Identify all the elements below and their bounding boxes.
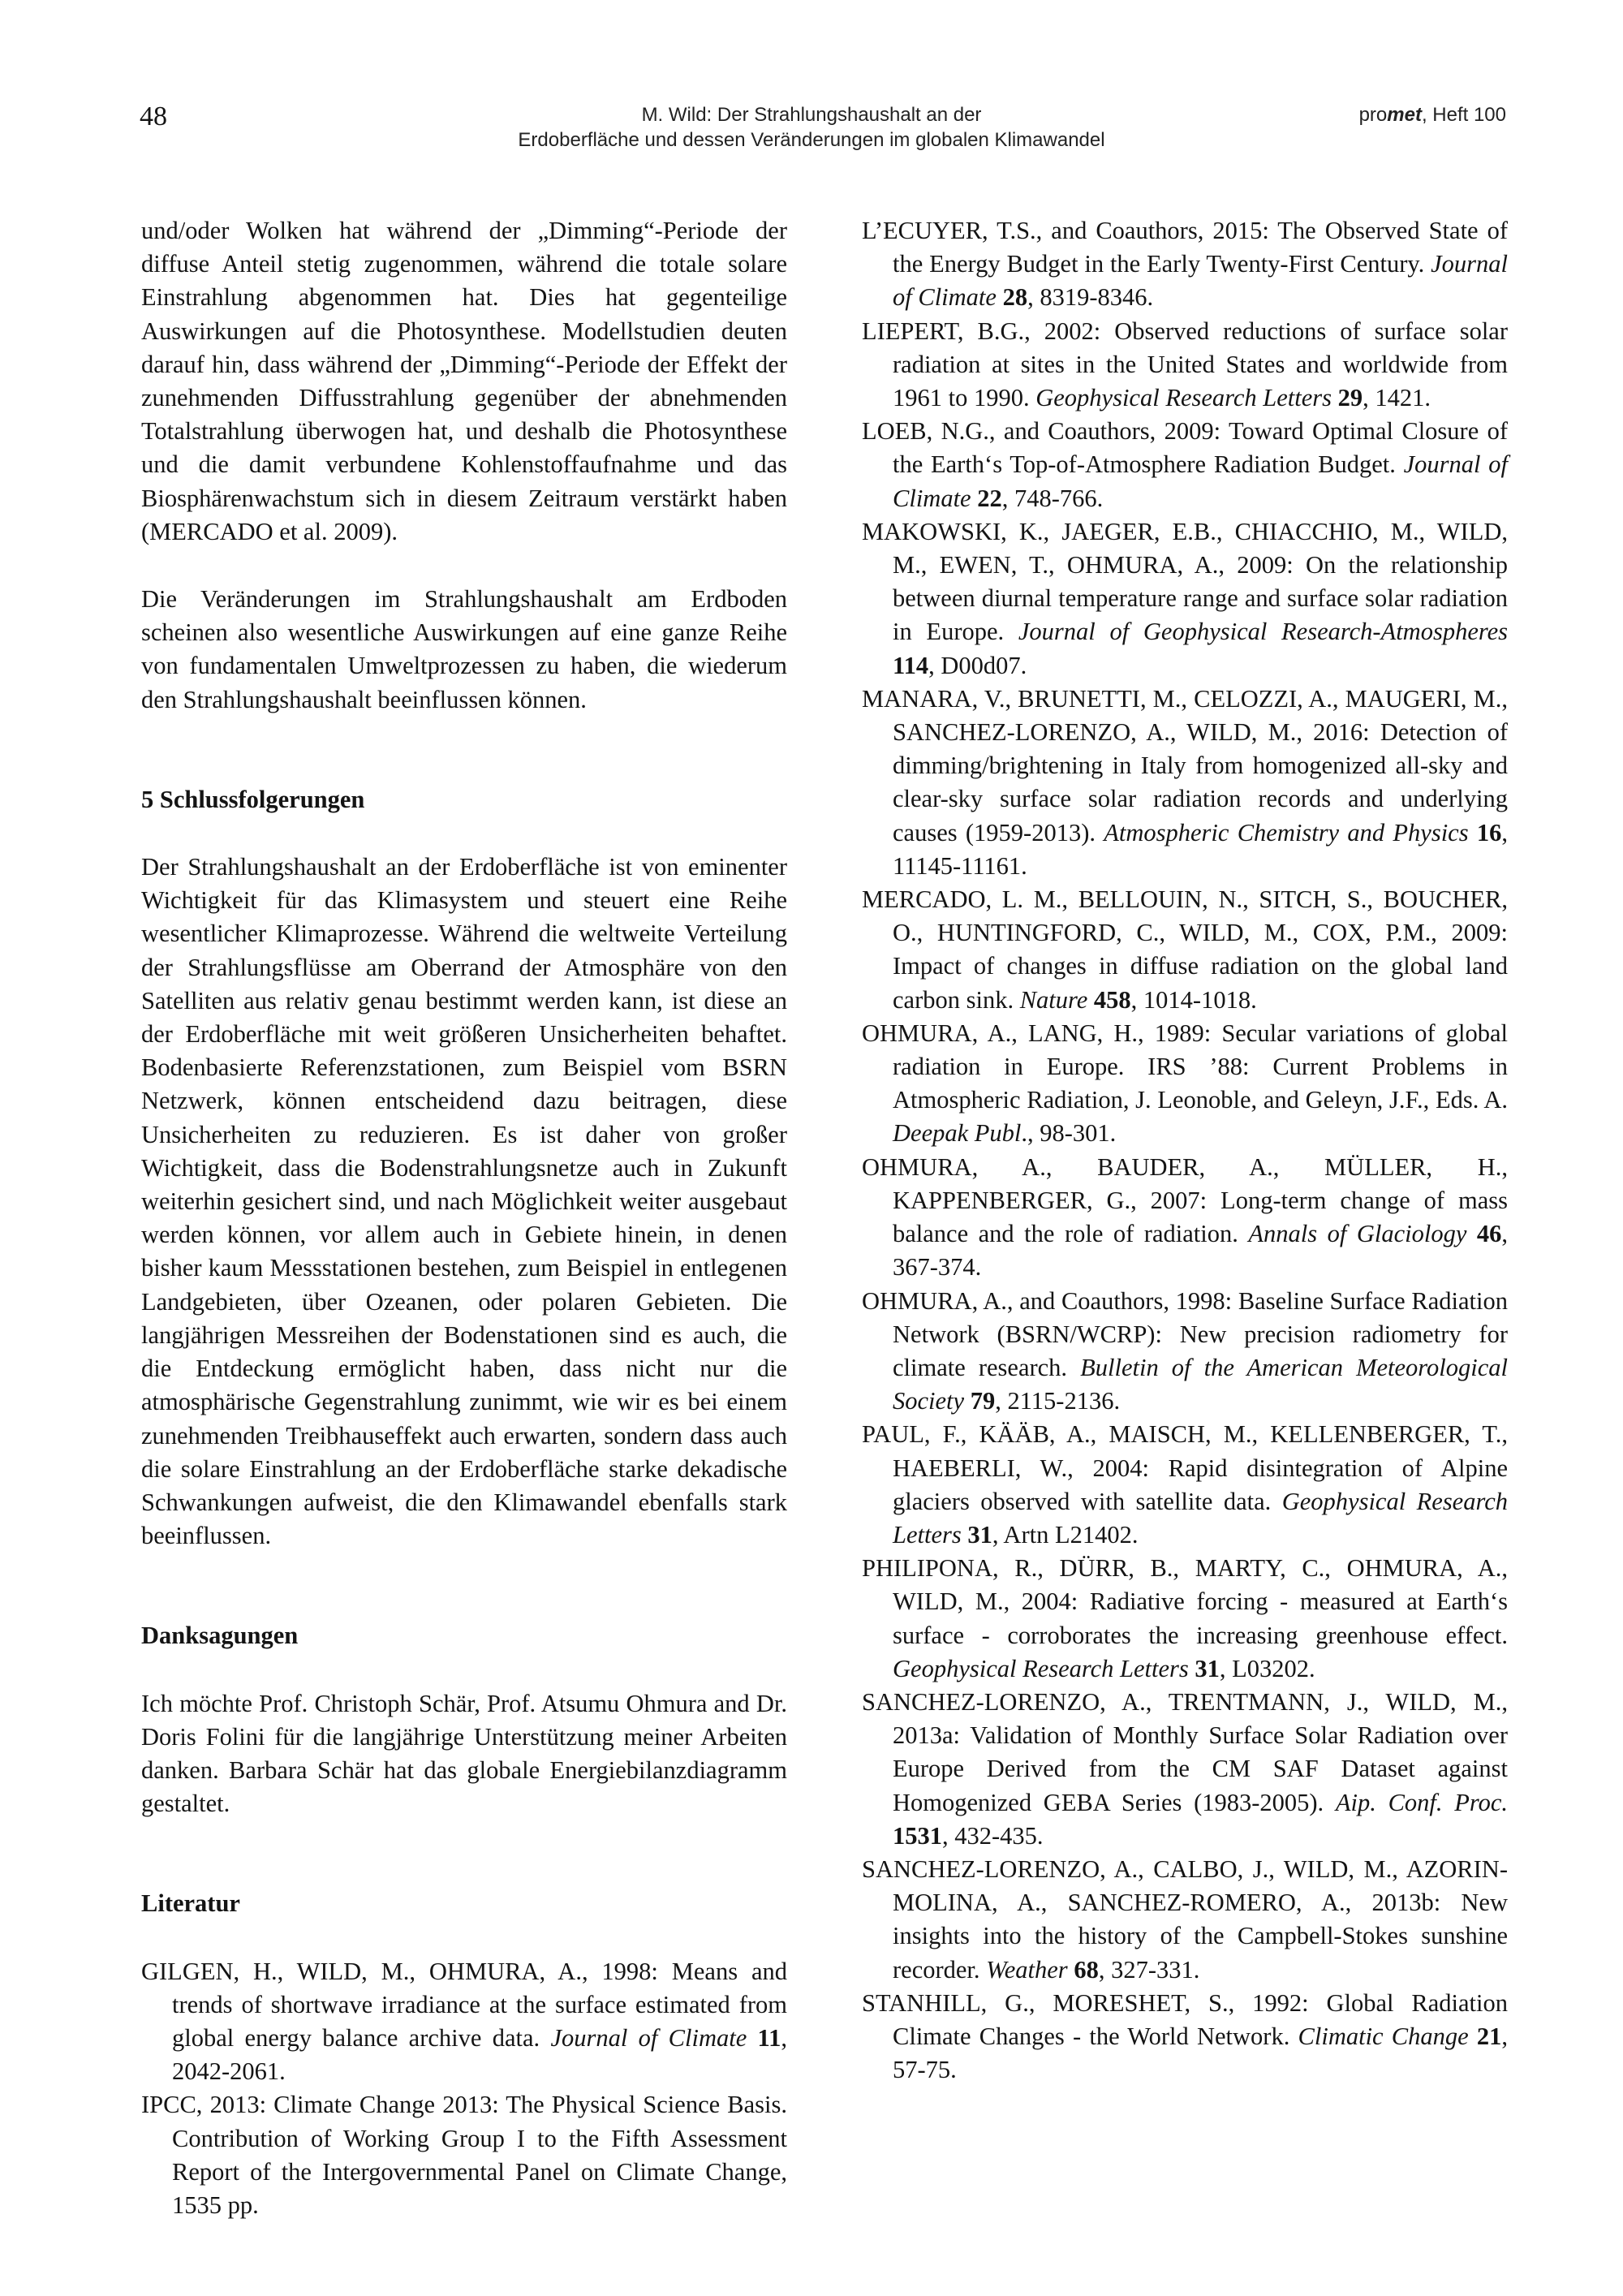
reference-text: IPCC, 2013: Climate Change 2013: The Physical Science Basis. Contribution of Working Group I to the Fifth Assessment Report of the Intergovernmental Panel on Climate Change, 1535 pp.	[141, 2091, 787, 2219]
reference-volume: 79	[970, 1387, 996, 1415]
reference-entry	[862, 1151, 1508, 1285]
reference-text: SANCHEZ-LORENZO, A., CALBO, J., WILD, M., AZORIN-MOLINA, A., SANCHEZ-ROMERO, A., 2013b: New insights into the history of the Campbell-Stokes sunshine recorder.	[862, 1854, 1508, 1984]
reference-text: LOEB, N.G., and Coauthors, 2009: Toward Optimal Closure of the Earth‘s Top-of-Atmosphere Radiation Budget.	[862, 417, 1508, 479]
section-heading-conclusions: 5 Schlussfolgerungen	[141, 785, 365, 813]
reference-text: SANCHEZ-LORENZO, A., TRENTMANN, J., WILD, M., 2013a: Validation of Monthly Surface Solar Radiation over Europe Derived from the CM SAF Dataset against Homogenized GEBA Series (1983-2005).	[862, 1687, 1508, 1816]
reference-text: STANHILL, G., MORESHET, S., 1992: Global Radiation Climate Changes - the World Network.	[862, 1988, 1508, 2050]
reference-text: OHMURA, A., and Coauthors, 1998: Baseline Surface Radiation Network (BSRN/WCRP): New precision radiometry for climate research.	[862, 1286, 1508, 1381]
reference-journal: Bulletin of the American Meteorological Society	[893, 1353, 1508, 1415]
page-number: 48	[140, 101, 167, 131]
reference-journal: Deepak Publ	[893, 1119, 1022, 1148]
reference-separator	[1466, 1220, 1477, 1247]
reference-entry	[862, 214, 1508, 315]
reference-pages: , 1014-1018.	[1130, 985, 1257, 1014]
reference-pages: , L03202.	[1219, 1654, 1315, 1682]
journal-issue-number: , Heft 100	[1421, 104, 1506, 126]
reference-entry	[862, 1987, 1508, 2087]
reference-entry	[862, 1017, 1508, 1151]
reference-entry	[862, 315, 1508, 416]
reference-journal: Nature	[1019, 985, 1088, 1014]
reference-journal: Annals of Glaciology	[1248, 1220, 1467, 1248]
journal-issue	[1331, 102, 1506, 127]
reference-journal: Journal of Climate	[893, 250, 1508, 312]
reference-pages: ., 98-301.	[1021, 1119, 1117, 1148]
reference-volume: 22	[977, 484, 1002, 512]
reference-entry	[862, 415, 1508, 515]
reference-pages: , 2115-2136.	[995, 1387, 1121, 1415]
running-title-line-2: Erdoberfläche und dessen Veränderungen im globalen Klimawandel	[518, 129, 1105, 151]
reference-separator	[1332, 384, 1338, 411]
reference-list-right	[862, 214, 1508, 2087]
body-paragraph: Der Strahlungshaushalt an der Erdoberfläche ist von eminenter Wichtigkeit für das Klimasystem und steuert eine Reihe wesentlicher Klimaprozesse. Während die weltweite Verteilung der Strahlungsflüsse am Oberrand der Atmosphäre von den Satelliten aus relativ genau bestimmt werden kann, ist diese an der Erdoberfläche mit weit größeren Unsicherheiten behaftet. Bodenbasierte Referenzstationen, zum Beispiel vom BSRN Netzwerk, können entscheidend dazu beitragen, diese Unsicherheiten zu reduzieren. Es ist daher von großer Wichtigkeit, dass die Bodenstrahlungsnetze auch in Zukunft weiterhin gesichert sind, und nach Möglichkeit weiter ausgebaut werden können, vor allem auch in Gebiete hinein, in denen bisher kaum Messstationen bestehen, zum Beispiel in entlegenen Landgebieten, über Ozeanen, oder polaren Gebieten. Die langjährigen Messreihen der Bodenstationen sind es auch, die die Entdeckung ermöglicht haben, dass nicht nur die atmosphärische Gegenstrahlung zunimmt, wie wir es bei einem zunehmenden Treibhauseffekt auch erwarten, sondern dass auch die solare Einstrahlung an der Erdoberfläche starke dekadische Schwankungen aufweist, die den Klimawandel ebenfalls stark beeinflussen.	[141, 853, 787, 1550]
reference-pages: , 748-766.	[1001, 484, 1104, 512]
reference-text: MAKOWSKI, K., JAEGER, E.B., CHIACCHIO, M., WILD, M., EWEN, T., OHMURA, A., 2009: On the relationship between diurnal temperature range and surface solar radiation in Europe.	[862, 517, 1508, 646]
reference-volume: 1531	[893, 1821, 942, 1850]
reference-pages: , 367-374.	[893, 1220, 1508, 1282]
reference-volume: 114	[893, 651, 929, 679]
reference-separator	[964, 1387, 971, 1415]
reference-pages: , 8319-8346.	[1027, 283, 1154, 312]
body-paragraph: und/oder Wolken hat während der „Dimming“-Periode der diffuse Anteil stetig zugenommen, während die totale solare Einstrahlung abgenommen hat. Dies hat gegenteilige Auswirkungen auf die Photosynthese. Modellstudien deuten darauf hin, dass während der „Dimming“-Periode der Effekt der zunehmenden Diffusstrahlung gegenüber der abnehmenden Totalstrahlung überwogen hat, und deshalb die Photosynthese und die damit verbundene Kohlenstoffaufnahme und das Biosphärenwachstum sich in diesem Zeitraum verstärkt haben (MERCADO et al. 2009).	[141, 217, 787, 545]
reference-entry	[141, 1955, 787, 2089]
reference-entry	[862, 1552, 1508, 1686]
reference-text: PAUL, F., KÄÄB, A., MAISCH, M., KELLENBERGER, T., HAEBERLI, W., 2004: Rapid disintegration of Alpine glaciers observed with satellite data.	[862, 1420, 1508, 1515]
reference-journal: Geophysical Research Letters	[1035, 384, 1332, 412]
reference-pages: , 2042-2061.	[172, 2023, 787, 2086]
reference-pages: , 11145-11161.	[893, 818, 1509, 880]
reference-journal: Climatic Change	[1298, 2022, 1469, 2050]
journal-prefix: pro	[1358, 104, 1388, 126]
reference-journal: Geophysical Research Letters	[893, 1654, 1189, 1682]
reference-text: MANARA, V., BRUNETTI, M., CELOZZI, A., MAUGERI, M., SANCHEZ-LORENZO, A., WILD, M., 2016: Detection of dimming/brightening in Italy from homogenized all-sky and clear-sky surface solar radiation records and underlying causes (1959-2013).	[862, 684, 1508, 846]
left-column	[141, 214, 787, 2222]
reference-text: L’ECUYER, T.S., and Coauthors, 2015: The Observed State of the Energy Budget in the Early Twenty-First Century.	[862, 217, 1508, 278]
running-title	[454, 102, 1169, 153]
running-title-line-1: M. Wild: Der Strahlungshaushalt an der	[641, 104, 982, 126]
reference-text: OHMURA, A., LANG, H., 1989: Secular variations of global radiation in Europe. IRS ’88: Current Problems in Atmospheric Radiation, J. Leonoble, and Geleyn, J.F., Eds. A.	[862, 1019, 1508, 1114]
reference-journal: Journal of Geophysical Research-Atmospheres	[1018, 618, 1508, 646]
reference-separator	[1469, 819, 1477, 846]
reference-entry	[141, 2088, 787, 2222]
reference-entry	[862, 1285, 1508, 1419]
reference-volume: 16	[1476, 818, 1502, 846]
right-column	[862, 214, 1508, 2087]
reference-volume: 46	[1476, 1220, 1502, 1248]
reference-volume: 28	[1002, 283, 1028, 312]
reference-entry	[862, 1418, 1508, 1552]
reference-text: GILGEN, H., WILD, M., OHMURA, A., 1998: Means and trends of shortwave irradiance at the surface estimated from global energy balance archive data.	[141, 1957, 787, 2052]
reference-entry	[862, 1686, 1508, 1853]
reference-separator	[1469, 2022, 1477, 2050]
reference-volume: 31	[1195, 1654, 1220, 1682]
reference-pages: , 327-331.	[1098, 1955, 1200, 1984]
reference-pages: , Artn L21402.	[992, 1520, 1139, 1549]
reference-journal: Atmospheric Chemistry and Physics	[1104, 818, 1469, 846]
reference-separator	[747, 2024, 757, 2052]
section-heading-literature: Literatur	[141, 1889, 240, 1918]
acknowledgements-text: Ich möchte Prof. Christoph Schär, Prof. Atsumu Ohmura and Dr. Doris Folini für die langjährige Unterstützung meiner Arbeiten danken. Barbara Schär hat das globale Energiebilanzdiagramm gestaltet.	[141, 1689, 787, 1818]
journal-brand: met	[1387, 104, 1422, 126]
reference-text: PHILIPONA, R., DÜRR, B., MARTY, C., OHMURA, A., WILD, M., 2004: Radiative forcing - measured at Earth‘s surface - corroborates the increasing greenhouse effect.	[862, 1554, 1508, 1649]
body-paragraph: Die Veränderungen im Strahlungshaushalt am Erdboden scheinen also wesentliche Auswirkungen auf eine ganze Reihe von fundamentalen Umweltprozessen zu haben, die wiederum den Strahlungshaushalt beeinflussen können.	[141, 585, 787, 713]
section-heading-acknowledgements: Danksagungen	[141, 1622, 299, 1650]
reference-list-left	[141, 1955, 787, 2223]
reference-text: LIEPERT, B.G., 2002: Observed reductions of surface solar radiation at sites in the United States and worldwide from 1961 to 1990.	[862, 317, 1508, 412]
reference-volume: 31	[967, 1520, 992, 1549]
reference-pages: , 1421.	[1363, 384, 1431, 412]
reference-separator	[997, 283, 1003, 311]
reference-entry	[862, 883, 1508, 1017]
reference-entry	[862, 1853, 1508, 1987]
reference-volume: 11	[757, 2023, 781, 2052]
reference-pages: , 57-75.	[893, 2022, 1509, 2084]
reference-journal: Geophysical Research Letters	[893, 1487, 1508, 1549]
reference-volume: 458	[1093, 985, 1131, 1014]
reference-entry	[862, 515, 1508, 683]
reference-pages: , 432-435.	[942, 1821, 1044, 1850]
reference-journal: Weather	[986, 1955, 1068, 1984]
reference-journal: Journal of Climate	[550, 2023, 747, 2052]
reference-journal: Journal of Climate	[893, 450, 1508, 512]
reference-volume: 29	[1337, 384, 1363, 412]
reference-journal: Aip. Conf. Proc.	[1335, 1788, 1509, 1816]
reference-text: OHMURA, A., BAUDER, A., MÜLLER, H., KAPPENBERGER, G., 2007: Long-term change of mass balance and the role of radiation.	[862, 1152, 1508, 1248]
reference-volume: 21	[1476, 2022, 1502, 2050]
reference-text: MERCADO, L. M., BELLOUIN, N., SITCH, S., BOUCHER, O., HUNTINGFORD, C., WILD, M., COX, P.M., 2009: Impact of changes in diffuse radiation on the global land carbon sink.	[862, 885, 1508, 1014]
reference-separator	[1087, 986, 1094, 1014]
reference-pages: , D00d07.	[928, 651, 1027, 679]
reference-entry	[862, 683, 1508, 883]
reference-volume: 68	[1074, 1955, 1099, 1984]
